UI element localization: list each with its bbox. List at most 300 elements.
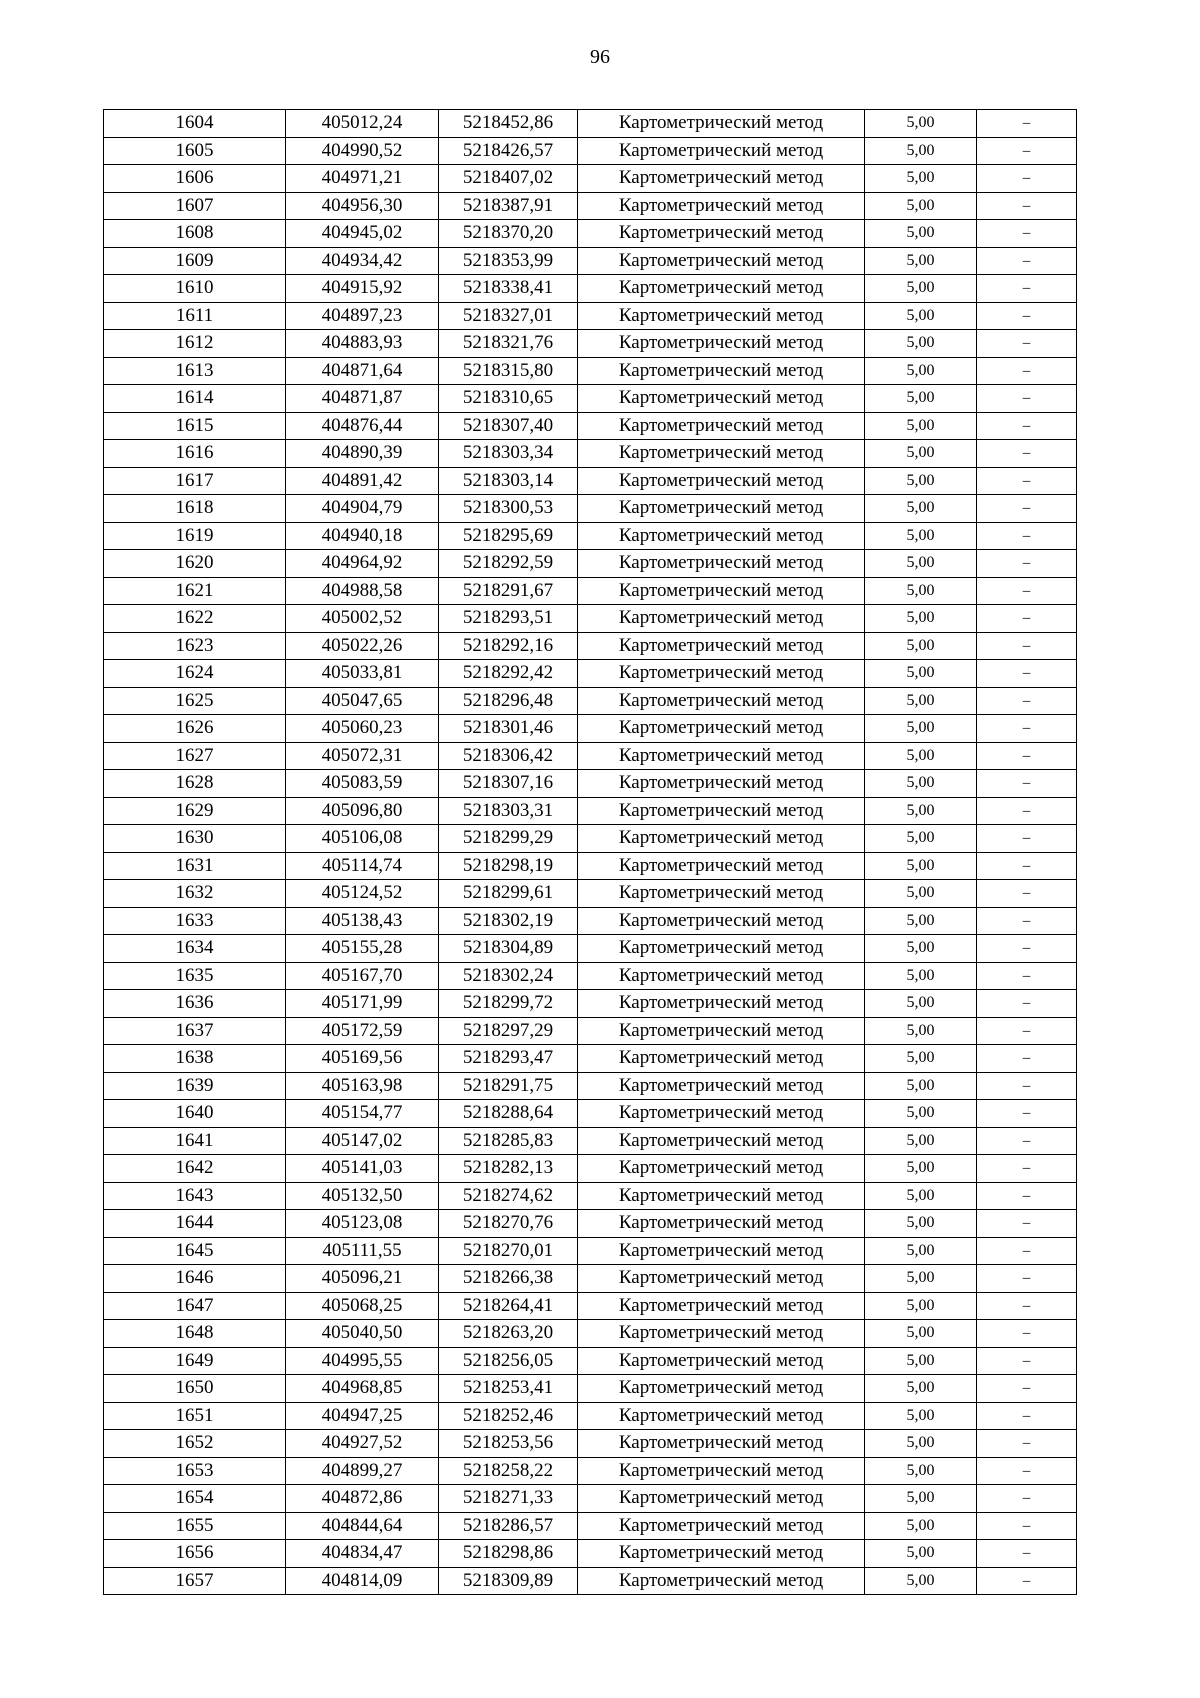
cell-description: –	[977, 550, 1077, 578]
cell-method: Картометрический метод	[578, 302, 865, 330]
cell-method: Картометрический метод	[578, 1347, 865, 1375]
cell-point-number: 1612	[104, 330, 286, 358]
cell-point-number: 1633	[104, 907, 286, 935]
cell-accuracy: 5,00	[865, 742, 977, 770]
cell-point-number: 1629	[104, 797, 286, 825]
cell-coordinate-y: 5218253,56	[439, 1430, 578, 1458]
cell-point-number: 1644	[104, 1210, 286, 1238]
cell-coordinate-y: 5218292,16	[439, 632, 578, 660]
cell-coordinate-x: 405124,52	[286, 880, 439, 908]
cell-description: –	[977, 1072, 1077, 1100]
cell-description: –	[977, 110, 1077, 138]
cell-description: –	[977, 1045, 1077, 1073]
cell-accuracy: 5,00	[865, 440, 977, 468]
cell-accuracy: 5,00	[865, 660, 977, 688]
cell-description: –	[977, 880, 1077, 908]
cell-point-number: 1616	[104, 440, 286, 468]
cell-description: –	[977, 962, 1077, 990]
table-row	[104, 852, 1077, 880]
cell-coordinate-x: 405155,28	[286, 935, 439, 963]
cell-description: –	[977, 302, 1077, 330]
cell-coordinate-x: 404871,87	[286, 385, 439, 413]
cell-description: –	[977, 687, 1077, 715]
cell-coordinate-y: 5218298,86	[439, 1540, 578, 1568]
cell-coordinate-y: 5218295,69	[439, 522, 578, 550]
cell-coordinate-y: 5218258,22	[439, 1457, 578, 1485]
cell-coordinate-y: 5218297,29	[439, 1017, 578, 1045]
coordinates-table	[103, 109, 1077, 1595]
cell-accuracy: 5,00	[865, 1457, 977, 1485]
cell-coordinate-y: 5218452,86	[439, 110, 578, 138]
table-row	[104, 1567, 1077, 1595]
cell-coordinate-x: 405083,59	[286, 770, 439, 798]
cell-description: –	[977, 495, 1077, 523]
cell-description: –	[977, 660, 1077, 688]
cell-coordinate-y: 5218270,76	[439, 1210, 578, 1238]
cell-coordinate-x: 405022,26	[286, 632, 439, 660]
table-row	[104, 550, 1077, 578]
cell-method: Картометрический метод	[578, 550, 865, 578]
table-row	[104, 715, 1077, 743]
cell-accuracy: 5,00	[865, 605, 977, 633]
table-row	[104, 1320, 1077, 1348]
cell-point-number: 1651	[104, 1402, 286, 1430]
cell-method: Картометрический метод	[578, 687, 865, 715]
table-row	[104, 1210, 1077, 1238]
cell-method: Картометрический метод	[578, 1457, 865, 1485]
table-row	[104, 275, 1077, 303]
cell-accuracy: 5,00	[865, 275, 977, 303]
cell-point-number: 1628	[104, 770, 286, 798]
cell-accuracy: 5,00	[865, 1155, 977, 1183]
cell-point-number: 1631	[104, 852, 286, 880]
cell-coordinate-y: 5218307,16	[439, 770, 578, 798]
table-row	[104, 1155, 1077, 1183]
table-row	[104, 1512, 1077, 1540]
cell-point-number: 1606	[104, 165, 286, 193]
cell-point-number: 1634	[104, 935, 286, 963]
cell-coordinate-x: 405132,50	[286, 1182, 439, 1210]
cell-coordinate-x: 405002,52	[286, 605, 439, 633]
cell-accuracy: 5,00	[865, 770, 977, 798]
cell-accuracy: 5,00	[865, 1017, 977, 1045]
cell-method: Картометрический метод	[578, 880, 865, 908]
cell-coordinate-x: 405141,03	[286, 1155, 439, 1183]
cell-coordinate-x: 404883,93	[286, 330, 439, 358]
cell-description: –	[977, 825, 1077, 853]
cell-coordinate-y: 5218298,19	[439, 852, 578, 880]
table-row	[104, 605, 1077, 633]
cell-point-number: 1609	[104, 247, 286, 275]
cell-point-number: 1623	[104, 632, 286, 660]
cell-accuracy: 5,00	[865, 1182, 977, 1210]
cell-method: Картометрический метод	[578, 770, 865, 798]
cell-point-number: 1655	[104, 1512, 286, 1540]
cell-point-number: 1611	[104, 302, 286, 330]
cell-method: Картометрический метод	[578, 110, 865, 138]
cell-accuracy: 5,00	[865, 330, 977, 358]
cell-coordinate-x: 404988,58	[286, 577, 439, 605]
table-row	[104, 1540, 1077, 1568]
cell-method: Картометрический метод	[578, 1100, 865, 1128]
cell-description: –	[977, 522, 1077, 550]
cell-method: Картометрический метод	[578, 1485, 865, 1513]
cell-accuracy: 5,00	[865, 220, 977, 248]
cell-method: Картометрический метод	[578, 852, 865, 880]
cell-point-number: 1638	[104, 1045, 286, 1073]
cell-coordinate-y: 5218293,47	[439, 1045, 578, 1073]
cell-method: Картометрический метод	[578, 1567, 865, 1595]
cell-description: –	[977, 715, 1077, 743]
cell-coordinate-x: 404834,47	[286, 1540, 439, 1568]
cell-description: –	[977, 1100, 1077, 1128]
cell-point-number: 1622	[104, 605, 286, 633]
table-row	[104, 495, 1077, 523]
table-row	[104, 962, 1077, 990]
cell-point-number: 1621	[104, 577, 286, 605]
cell-method: Картометрический метод	[578, 247, 865, 275]
cell-coordinate-y: 5218292,59	[439, 550, 578, 578]
cell-coordinate-x: 404964,92	[286, 550, 439, 578]
table-row	[104, 1292, 1077, 1320]
cell-coordinate-x: 404899,27	[286, 1457, 439, 1485]
cell-description: –	[977, 742, 1077, 770]
table-row	[104, 357, 1077, 385]
cell-accuracy: 5,00	[865, 192, 977, 220]
cell-point-number: 1641	[104, 1127, 286, 1155]
cell-coordinate-y: 5218304,89	[439, 935, 578, 963]
cell-method: Картометрический метод	[578, 1072, 865, 1100]
cell-point-number: 1630	[104, 825, 286, 853]
cell-accuracy: 5,00	[865, 137, 977, 165]
table-row	[104, 687, 1077, 715]
cell-accuracy: 5,00	[865, 357, 977, 385]
cell-point-number: 1626	[104, 715, 286, 743]
cell-method: Картометрический метод	[578, 907, 865, 935]
cell-coordinate-y: 5218300,53	[439, 495, 578, 523]
table-row	[104, 1045, 1077, 1073]
cell-coordinate-x: 404871,64	[286, 357, 439, 385]
cell-coordinate-y: 5218291,75	[439, 1072, 578, 1100]
cell-coordinate-y: 5218407,02	[439, 165, 578, 193]
cell-point-number: 1624	[104, 660, 286, 688]
cell-coordinate-y: 5218291,67	[439, 577, 578, 605]
cell-point-number: 1604	[104, 110, 286, 138]
cell-description: –	[977, 1017, 1077, 1045]
cell-method: Картометрический метод	[578, 962, 865, 990]
cell-point-number: 1650	[104, 1375, 286, 1403]
cell-coordinate-y: 5218302,24	[439, 962, 578, 990]
cell-method: Картометрический метод	[578, 1320, 865, 1348]
cell-point-number: 1642	[104, 1155, 286, 1183]
cell-description: –	[977, 577, 1077, 605]
cell-coordinate-y: 5218303,14	[439, 467, 578, 495]
table-row	[104, 385, 1077, 413]
cell-accuracy: 5,00	[865, 302, 977, 330]
table-row	[104, 440, 1077, 468]
cell-accuracy: 5,00	[865, 495, 977, 523]
cell-description: –	[977, 1347, 1077, 1375]
table-row	[104, 1347, 1077, 1375]
cell-description: –	[977, 1127, 1077, 1155]
cell-description: –	[977, 440, 1077, 468]
cell-point-number: 1627	[104, 742, 286, 770]
cell-point-number: 1605	[104, 137, 286, 165]
cell-accuracy: 5,00	[865, 577, 977, 605]
cell-method: Картометрический метод	[578, 990, 865, 1018]
cell-accuracy: 5,00	[865, 825, 977, 853]
cell-coordinate-y: 5218296,48	[439, 687, 578, 715]
cell-accuracy: 5,00	[865, 687, 977, 715]
cell-coordinate-y: 5218301,46	[439, 715, 578, 743]
cell-method: Картометрический метод	[578, 412, 865, 440]
cell-point-number: 1640	[104, 1100, 286, 1128]
cell-accuracy: 5,00	[865, 467, 977, 495]
cell-coordinate-x: 405138,43	[286, 907, 439, 935]
cell-description: –	[977, 1182, 1077, 1210]
cell-coordinate-y: 5218270,01	[439, 1237, 578, 1265]
cell-point-number: 1639	[104, 1072, 286, 1100]
cell-method: Картометрический метод	[578, 1017, 865, 1045]
cell-method: Картометрический метод	[578, 742, 865, 770]
cell-method: Картометрический метод	[578, 797, 865, 825]
cell-coordinate-x: 404891,42	[286, 467, 439, 495]
cell-point-number: 1645	[104, 1237, 286, 1265]
cell-coordinate-x: 405114,74	[286, 852, 439, 880]
table-row	[104, 1375, 1077, 1403]
table-row	[104, 742, 1077, 770]
cell-coordinate-x: 405111,55	[286, 1237, 439, 1265]
cell-accuracy: 5,00	[865, 962, 977, 990]
table-row	[104, 1072, 1077, 1100]
cell-coordinate-x: 404945,02	[286, 220, 439, 248]
cell-accuracy: 5,00	[865, 1045, 977, 1073]
cell-method: Картометрический метод	[578, 440, 865, 468]
table-row	[104, 1182, 1077, 1210]
cell-accuracy: 5,00	[865, 1100, 977, 1128]
cell-method: Картометрический метод	[578, 522, 865, 550]
cell-description: –	[977, 797, 1077, 825]
cell-coordinate-x: 405167,70	[286, 962, 439, 990]
cell-description: –	[977, 275, 1077, 303]
cell-description: –	[977, 1155, 1077, 1183]
cell-method: Картометрический метод	[578, 1402, 865, 1430]
cell-coordinate-x: 404947,25	[286, 1402, 439, 1430]
coordinates-table-body	[104, 110, 1077, 1595]
cell-coordinate-x: 405012,24	[286, 110, 439, 138]
cell-coordinate-y: 5218285,83	[439, 1127, 578, 1155]
cell-coordinate-y: 5218292,42	[439, 660, 578, 688]
cell-accuracy: 5,00	[865, 632, 977, 660]
cell-description: –	[977, 1567, 1077, 1595]
cell-description: –	[977, 1210, 1077, 1238]
cell-coordinate-x: 405106,08	[286, 825, 439, 853]
cell-coordinate-x: 404915,92	[286, 275, 439, 303]
cell-coordinate-x: 405171,99	[286, 990, 439, 1018]
cell-method: Картометрический метод	[578, 137, 865, 165]
table-row	[104, 1100, 1077, 1128]
cell-coordinate-y: 5218306,42	[439, 742, 578, 770]
cell-accuracy: 5,00	[865, 1237, 977, 1265]
cell-description: –	[977, 1540, 1077, 1568]
cell-description: –	[977, 220, 1077, 248]
cell-accuracy: 5,00	[865, 385, 977, 413]
cell-method: Картометрический метод	[578, 1375, 865, 1403]
cell-method: Картометрический метод	[578, 357, 865, 385]
table-row	[104, 1430, 1077, 1458]
cell-coordinate-x: 405047,65	[286, 687, 439, 715]
cell-coordinate-x: 404844,64	[286, 1512, 439, 1540]
cell-coordinate-y: 5218253,41	[439, 1375, 578, 1403]
cell-description: –	[977, 247, 1077, 275]
cell-method: Картометрический метод	[578, 1512, 865, 1540]
cell-coordinate-y: 5218286,57	[439, 1512, 578, 1540]
cell-accuracy: 5,00	[865, 1320, 977, 1348]
cell-method: Картометрический метод	[578, 1237, 865, 1265]
cell-accuracy: 5,00	[865, 110, 977, 138]
cell-point-number: 1636	[104, 990, 286, 1018]
cell-method: Картометрический метод	[578, 935, 865, 963]
cell-description: –	[977, 1457, 1077, 1485]
table-row	[104, 137, 1077, 165]
cell-coordinate-x: 405154,77	[286, 1100, 439, 1128]
cell-coordinate-y: 5218321,76	[439, 330, 578, 358]
cell-point-number: 1619	[104, 522, 286, 550]
cell-description: –	[977, 1237, 1077, 1265]
cell-method: Картометрический метод	[578, 577, 865, 605]
table-row	[104, 577, 1077, 605]
cell-coordinate-y: 5218271,33	[439, 1485, 578, 1513]
cell-coordinate-y: 5218299,29	[439, 825, 578, 853]
cell-coordinate-y: 5218370,20	[439, 220, 578, 248]
cell-accuracy: 5,00	[865, 880, 977, 908]
cell-coordinate-y: 5218310,65	[439, 385, 578, 413]
cell-description: –	[977, 467, 1077, 495]
cell-description: –	[977, 1485, 1077, 1513]
cell-point-number: 1620	[104, 550, 286, 578]
cell-point-number: 1656	[104, 1540, 286, 1568]
cell-accuracy: 5,00	[865, 715, 977, 743]
cell-coordinate-y: 5218293,51	[439, 605, 578, 633]
table-row	[104, 1457, 1077, 1485]
cell-coordinate-x: 404897,23	[286, 302, 439, 330]
table-row	[104, 1127, 1077, 1155]
cell-accuracy: 5,00	[865, 550, 977, 578]
table-row	[104, 330, 1077, 358]
cell-point-number: 1610	[104, 275, 286, 303]
cell-accuracy: 5,00	[865, 1430, 977, 1458]
cell-coordinate-x: 404904,79	[286, 495, 439, 523]
cell-accuracy: 5,00	[865, 1375, 977, 1403]
cell-coordinate-y: 5218288,64	[439, 1100, 578, 1128]
table-row	[104, 935, 1077, 963]
cell-description: –	[977, 907, 1077, 935]
cell-accuracy: 5,00	[865, 1540, 977, 1568]
cell-coordinate-y: 5218387,91	[439, 192, 578, 220]
table-row	[104, 165, 1077, 193]
cell-point-number: 1635	[104, 962, 286, 990]
cell-description: –	[977, 605, 1077, 633]
cell-coordinate-x: 405072,31	[286, 742, 439, 770]
table-row	[104, 907, 1077, 935]
cell-accuracy: 5,00	[865, 1567, 977, 1595]
cell-accuracy: 5,00	[865, 1402, 977, 1430]
cell-method: Картометрический метод	[578, 1045, 865, 1073]
cell-point-number: 1653	[104, 1457, 286, 1485]
cell-description: –	[977, 385, 1077, 413]
cell-coordinate-x: 404814,09	[286, 1567, 439, 1595]
cell-description: –	[977, 1265, 1077, 1293]
cell-point-number: 1608	[104, 220, 286, 248]
cell-coordinate-x: 404971,21	[286, 165, 439, 193]
cell-coordinate-y: 5218309,89	[439, 1567, 578, 1595]
cell-coordinate-y: 5218264,41	[439, 1292, 578, 1320]
cell-point-number: 1637	[104, 1017, 286, 1045]
cell-description: –	[977, 632, 1077, 660]
table-row	[104, 1017, 1077, 1045]
cell-method: Картометрический метод	[578, 825, 865, 853]
cell-description: –	[977, 990, 1077, 1018]
cell-coordinate-x: 405163,98	[286, 1072, 439, 1100]
cell-accuracy: 5,00	[865, 247, 977, 275]
cell-description: –	[977, 1375, 1077, 1403]
table-row	[104, 220, 1077, 248]
cell-point-number: 1643	[104, 1182, 286, 1210]
cell-coordinate-y: 5218266,38	[439, 1265, 578, 1293]
cell-coordinate-y: 5218338,41	[439, 275, 578, 303]
cell-coordinate-x: 404934,42	[286, 247, 439, 275]
cell-accuracy: 5,00	[865, 1347, 977, 1375]
cell-coordinate-y: 5218299,72	[439, 990, 578, 1018]
cell-coordinate-x: 405060,23	[286, 715, 439, 743]
cell-accuracy: 5,00	[865, 907, 977, 935]
cell-coordinate-y: 5218274,62	[439, 1182, 578, 1210]
table-row	[104, 467, 1077, 495]
cell-description: –	[977, 357, 1077, 385]
cell-point-number: 1625	[104, 687, 286, 715]
cell-accuracy: 5,00	[865, 797, 977, 825]
cell-coordinate-y: 5218263,20	[439, 1320, 578, 1348]
cell-method: Картометрический метод	[578, 1540, 865, 1568]
cell-coordinate-x: 405068,25	[286, 1292, 439, 1320]
table-row	[104, 192, 1077, 220]
cell-point-number: 1632	[104, 880, 286, 908]
cell-method: Картометрический метод	[578, 1292, 865, 1320]
table-row	[104, 990, 1077, 1018]
cell-coordinate-x: 404940,18	[286, 522, 439, 550]
cell-coordinate-x: 405096,21	[286, 1265, 439, 1293]
cell-coordinate-x: 405147,02	[286, 1127, 439, 1155]
cell-description: –	[977, 852, 1077, 880]
cell-accuracy: 5,00	[865, 935, 977, 963]
cell-coordinate-x: 405033,81	[286, 660, 439, 688]
table-row	[104, 1485, 1077, 1513]
cell-method: Картометрический метод	[578, 715, 865, 743]
table-row	[104, 1237, 1077, 1265]
page-number: 96	[590, 46, 610, 68]
cell-accuracy: 5,00	[865, 1292, 977, 1320]
cell-description: –	[977, 935, 1077, 963]
cell-coordinate-x: 404995,55	[286, 1347, 439, 1375]
cell-point-number: 1613	[104, 357, 286, 385]
table-row	[104, 797, 1077, 825]
table-row	[104, 632, 1077, 660]
table-row	[104, 522, 1077, 550]
cell-accuracy: 5,00	[865, 1127, 977, 1155]
cell-description: –	[977, 165, 1077, 193]
cell-coordinate-x: 405096,80	[286, 797, 439, 825]
cell-method: Картометрический метод	[578, 1265, 865, 1293]
